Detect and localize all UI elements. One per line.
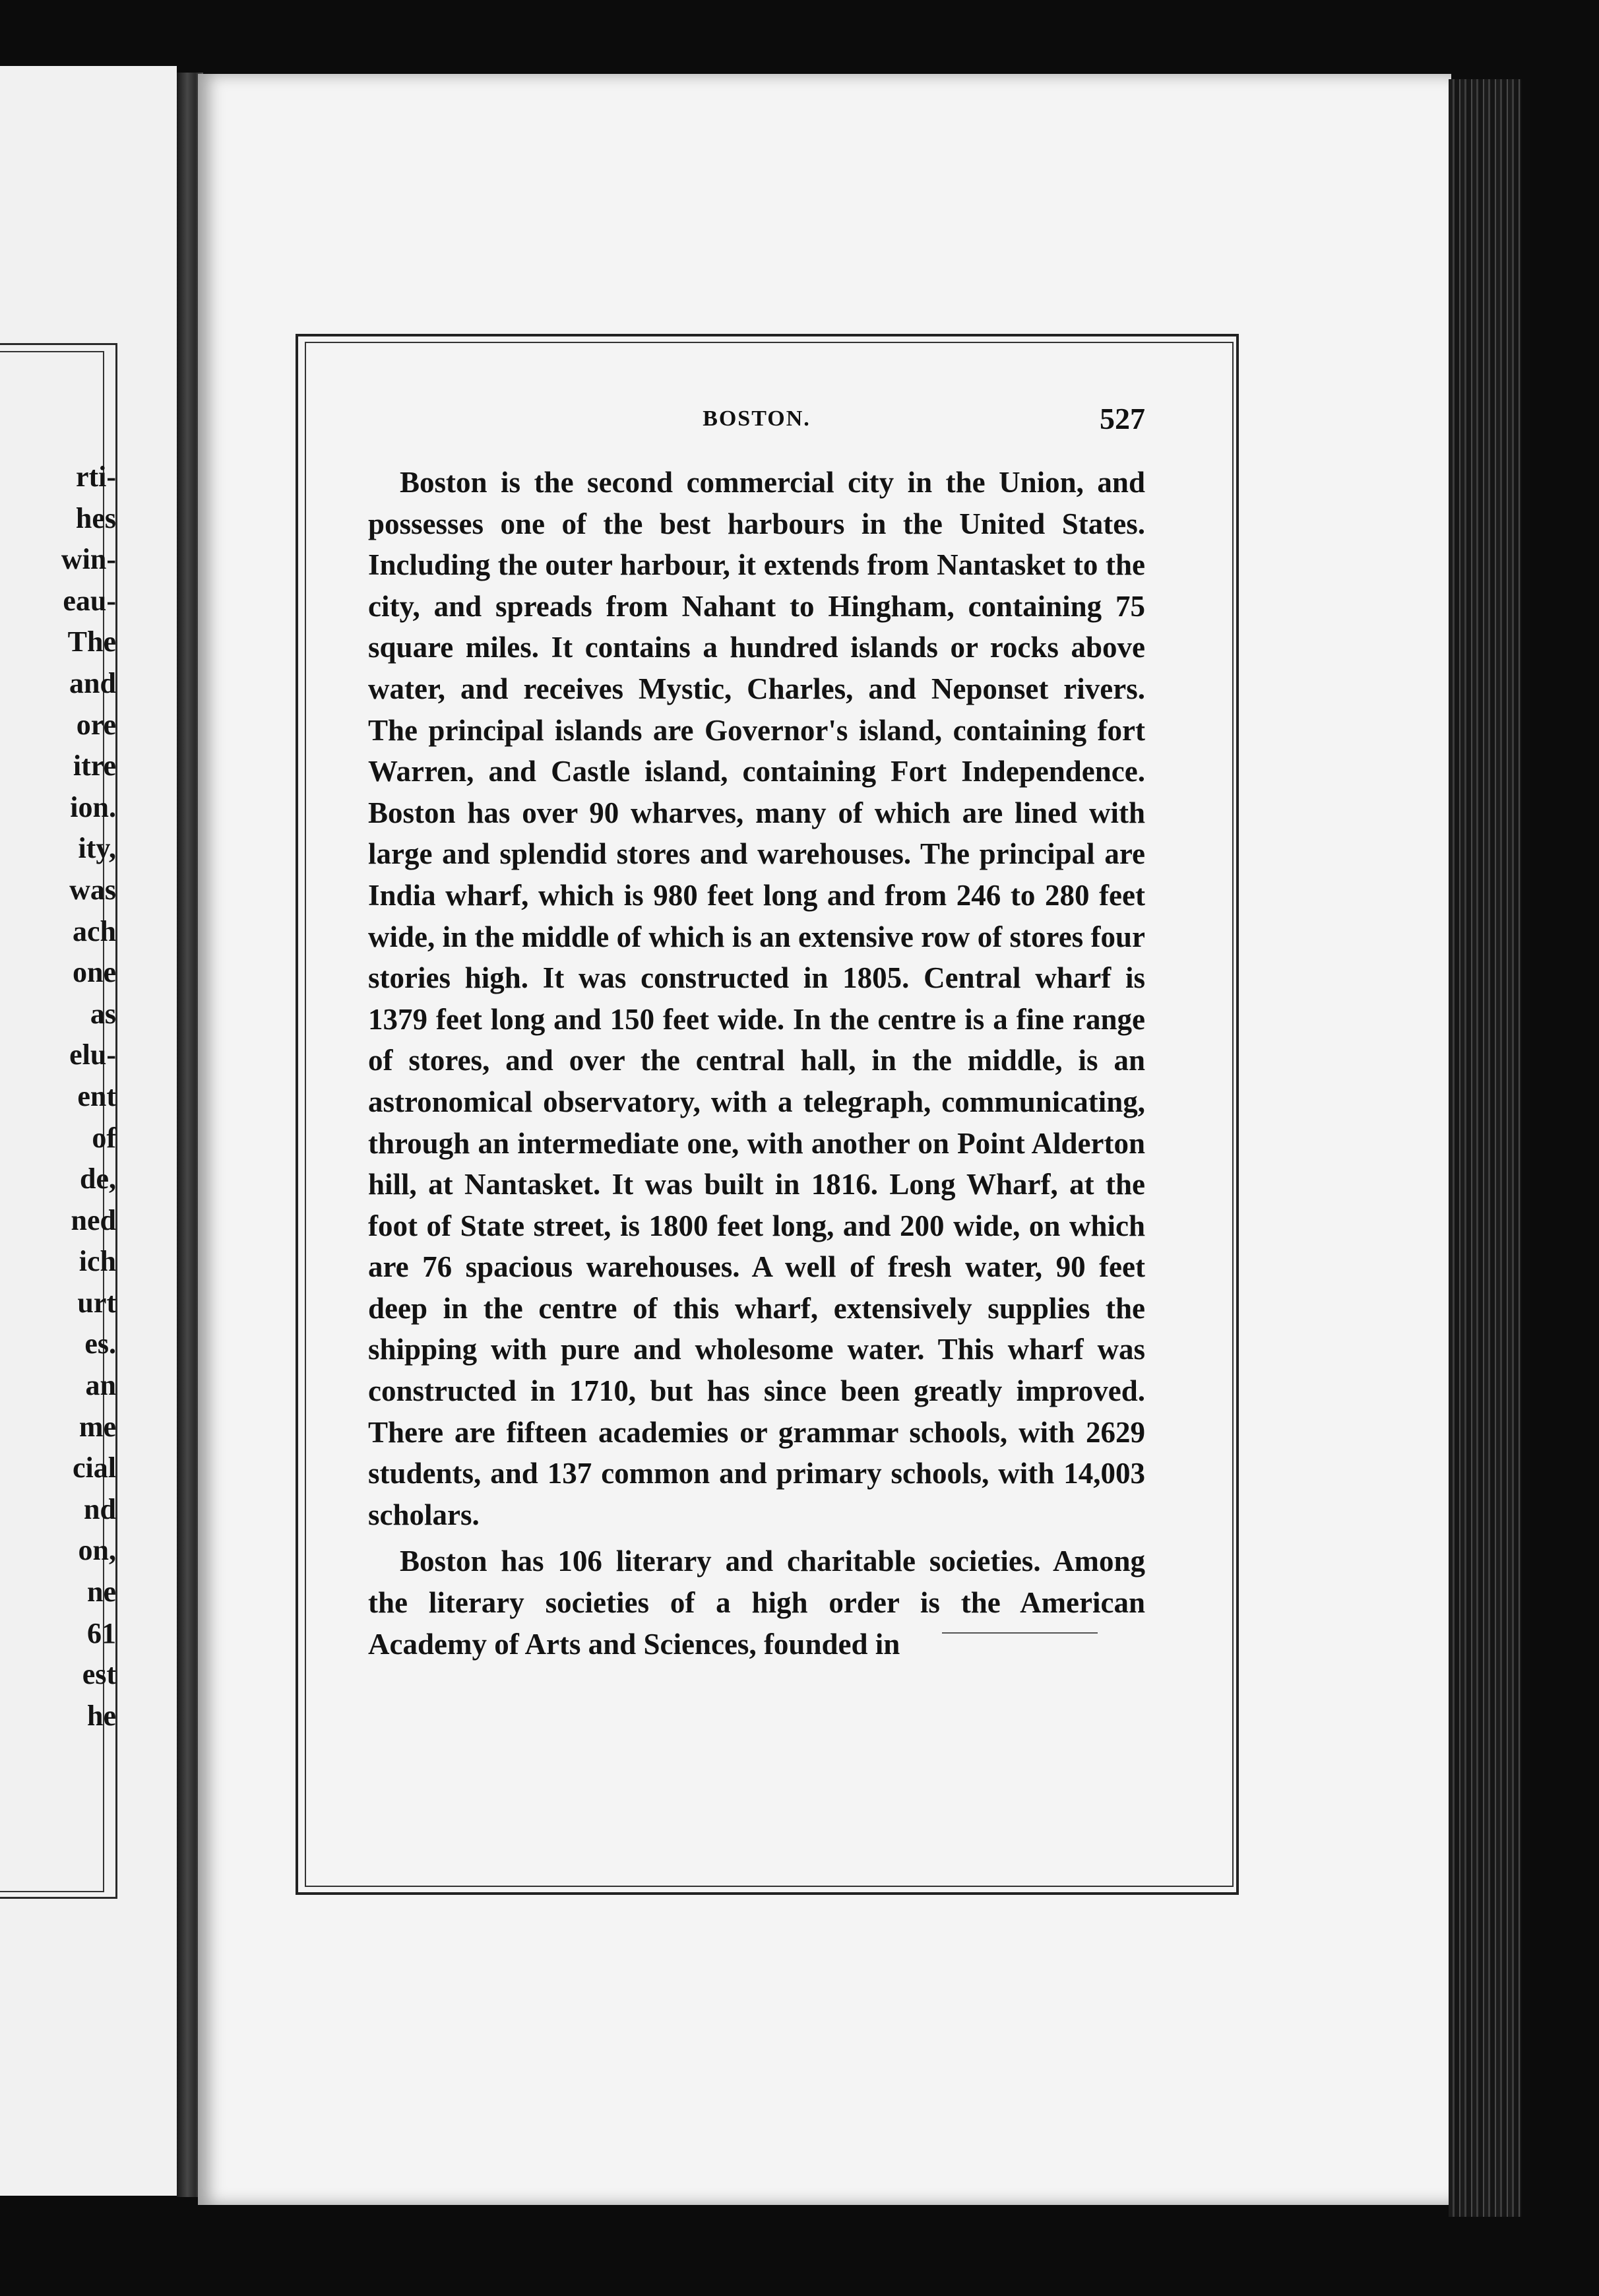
left-page-fragment: an xyxy=(85,1369,116,1402)
left-page-fragment: nd xyxy=(84,1492,116,1525)
left-page-fragment: ne xyxy=(87,1576,116,1609)
left-page-fragment: and xyxy=(69,666,116,699)
page-number: 527 xyxy=(1100,402,1145,435)
left-page-fragment: me xyxy=(78,1410,116,1443)
left-page-fragment: urt xyxy=(77,1286,116,1319)
running-head: BOSTON. xyxy=(703,406,811,431)
left-page-fragment: eau- xyxy=(63,584,116,617)
paragraph: Boston has 106 literary and charitable societies. Among the literary societies of a high order is the American Academy of Arts and Sciences, founded in xyxy=(368,1545,1145,1661)
left-page-fragment: itre xyxy=(73,749,116,782)
left-page-fragment: cial xyxy=(73,1451,116,1484)
hand-drawn-rule xyxy=(942,1632,1098,1634)
page-edges xyxy=(1449,79,1521,2217)
left-page-fragment: hes xyxy=(75,501,116,534)
left-page-fragment: es. xyxy=(84,1327,116,1360)
left-page-fragment: ned xyxy=(71,1203,116,1236)
left-page-fragment: 61 xyxy=(87,1616,116,1649)
paragraph: Boston is the second commercial city in the Union, and possesses one of the best harbours in the United States. Including the outer harbour, it extends from Nantasket to the city, and spreads from Nahant to Hingham, containing 75 square miles. It contains a hundred islands or rocks above water, and receives Mystic, Charles, and Neponset rivers. The principal islands are Governor's island, containing fort Warren, and Castle island, containing Fort Independence. Boston has over 90 wharves, many of which are lined with large and splendid stores and warehouses. The principal are India wharf, which is 980 feet long and from 246 to 280 feet wide, in the middle of which is an extensive row of stores four stories high. It was constructed in 1805. Central wharf is 1379 feet long and 150 feet wide. In the centre is a fine range of stores, and over the central hall, in the middle, is an astronomical observatory, with a telegraph, communicating, through an intermediate one, with another on Point Alderton hill, at Nantasket. It was built in 1816. Long Wharf, at the foot of State street, is 1800 feet long, and 200 wide, on which are 76 spacious warehouses. A well of fresh water, 90 feet deep in the centre of this wharf, extensively supplies the shipping with pure and wholesome water. This wharf was constructed in 1710, but has since been greatly improved. There are fifteen academies or grammar schools, with 2629 students, and 137 common and primary schools, with 14,003 scholars. xyxy=(368,466,1145,1531)
left-page xyxy=(0,66,177,2196)
left-page-fragment: rti- xyxy=(75,461,116,493)
left-page-fragment: on, xyxy=(78,1534,116,1567)
page-header xyxy=(368,401,1145,441)
left-page-fragment: The xyxy=(67,625,116,658)
left-page-fragment: was xyxy=(69,873,116,906)
body-text xyxy=(368,462,1145,1665)
left-page-fragment: as xyxy=(90,997,116,1030)
left-page-fragment: elu- xyxy=(69,1038,116,1071)
left-page-fragment: win- xyxy=(61,543,116,576)
left-page-fragment: he xyxy=(87,1699,116,1732)
left-page-fragment: one xyxy=(73,956,116,989)
left-page-fragment: ich xyxy=(78,1245,116,1278)
left-page-fragment: ent xyxy=(77,1079,116,1112)
left-page-fragment: ity, xyxy=(78,832,116,865)
left-page-fragment: of xyxy=(92,1121,116,1154)
left-page-fragment: de, xyxy=(80,1163,116,1196)
left-page-fragment: ore xyxy=(76,708,116,741)
left-page-fragment: ach xyxy=(73,914,116,947)
left-page-text-fragments xyxy=(4,457,116,1737)
left-page-fragment: ion. xyxy=(70,790,116,823)
left-page-fragment: est xyxy=(82,1658,116,1691)
